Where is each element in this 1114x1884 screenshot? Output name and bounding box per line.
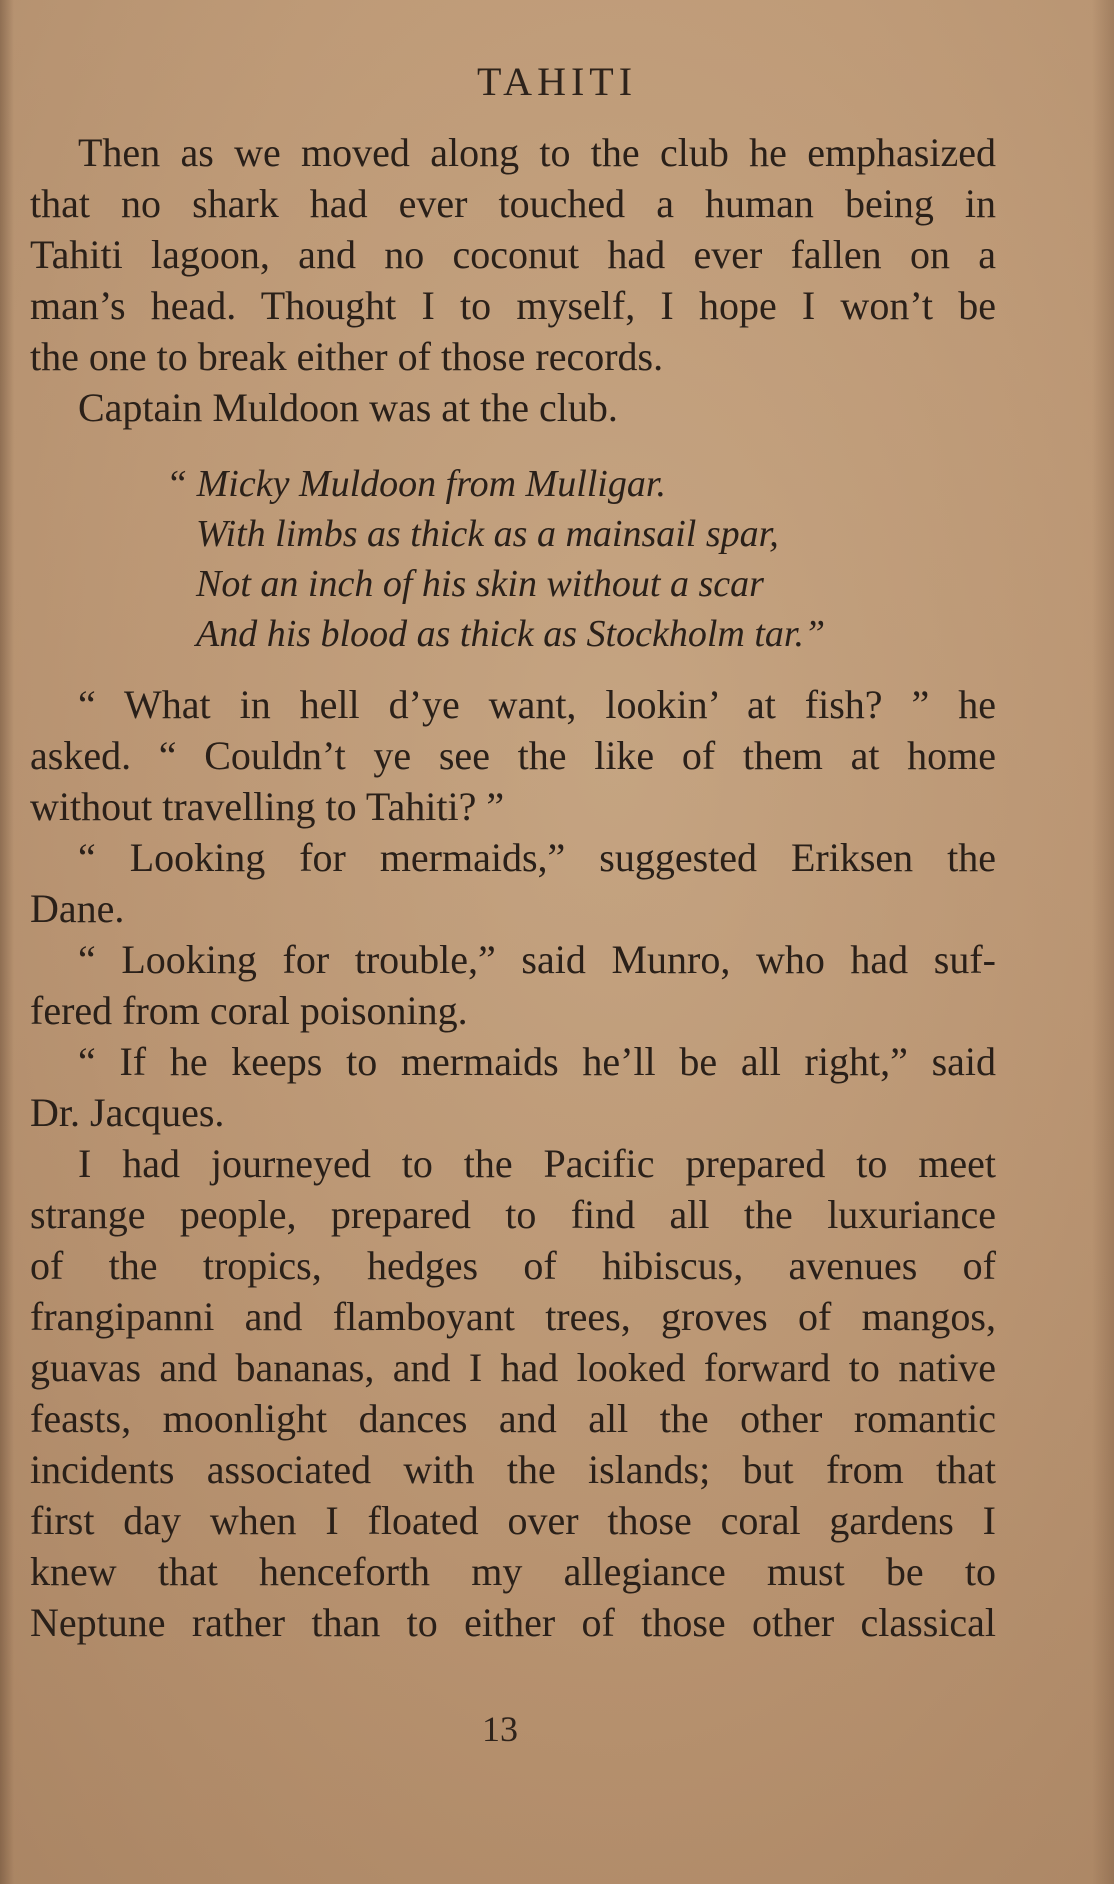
paragraph-line: Then as we moved along to the club he emphasized [78, 130, 996, 175]
running-head: TAHITI [476, 59, 638, 104]
paragraph-line: of the tropics, hedges of hibiscus, avenues of [30, 1243, 996, 1288]
paragraph-line: knew that henceforth my allegiance must be to [30, 1549, 996, 1594]
paragraph-line: “ If he keeps to mermaids he’ll be all right,” said [78, 1039, 996, 1084]
paragraph-line: “ What in hell d’ye want, lookin’ at fish? ” he [78, 682, 996, 727]
paragraph-line: the one to break either of those records. [30, 334, 664, 379]
paragraph-line: “ Looking for mermaids,” suggested Eriksen the [78, 835, 996, 880]
verse-line: “ Micky Muldoon from Mulligar. [166, 463, 666, 505]
verse-line: And his blood as thick as Stockholm tar.” [196, 613, 826, 655]
paragraph-line: Captain Muldoon was at the club. [78, 385, 618, 430]
paragraph-line: fered from coral poisoning. [30, 988, 468, 1033]
paragraph-line: Neptune rather than to either of those other classical [30, 1600, 996, 1645]
paragraph-line: Dane. [30, 886, 125, 931]
paragraph-line: incidents associated with the islands; but from that [30, 1447, 996, 1492]
paragraph-line: Tahiti lagoon, and no coconut had ever fallen on a [30, 232, 996, 277]
binding-gutter-shadow [0, 0, 14, 1884]
verse-line: With limbs as thick as a mainsail spar, [196, 513, 779, 555]
paragraph-line: frangipanni and flamboyant trees, groves of mangos, [30, 1294, 996, 1339]
paragraph-line: that no shark had ever touched a human being in [30, 181, 996, 226]
page-edge-shadow [1092, 0, 1114, 1884]
paragraph-line: “ Looking for trouble,” said Munro, who had suf- [78, 937, 996, 982]
paragraph-line: man’s head. Thought I to myself, I hope I won’t be [30, 283, 996, 328]
paragraph-line: without travelling to Tahiti? ” [30, 784, 505, 829]
paragraph-line: guavas and bananas, and I had looked forward to native [30, 1345, 996, 1390]
paragraph-line: asked. “ Couldn’t ye see the like of them at home [30, 733, 996, 778]
paragraph-line: strange people, prepared to find all the luxuriance [30, 1192, 996, 1237]
paragraph-line: Dr. Jacques. [30, 1090, 225, 1135]
paragraph-line: feasts, moonlight dances and all the other romantic [30, 1396, 996, 1441]
body-text [30, 127, 996, 1648]
verse-line: Not an inch of his skin without a scar [196, 563, 764, 605]
verse-block [30, 459, 996, 659]
paragraph-line: I had journeyed to the Pacific prepared to meet [78, 1141, 996, 1186]
page-number: 13 [482, 1709, 518, 1749]
paragraph-line: first day when I floated over those coral gardens I [30, 1498, 996, 1543]
